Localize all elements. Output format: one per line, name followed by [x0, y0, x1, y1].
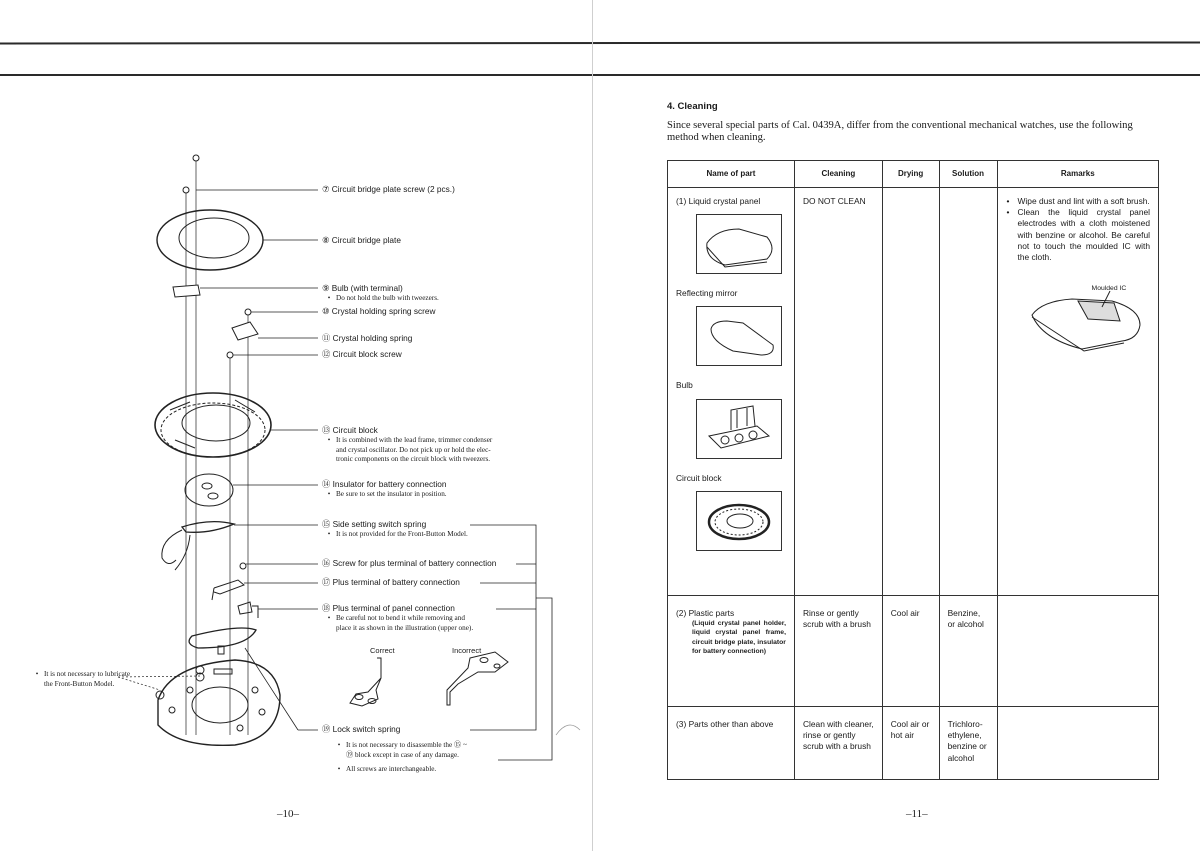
callout-19: ⑲ Lock switch spring	[322, 724, 401, 734]
table-header-row	[668, 161, 1159, 188]
cell-solution	[939, 188, 997, 596]
footnote-disassemble: • It is not necessary to disassemble the ⑮ ~ ⑲ block except in case of any damage.	[337, 741, 467, 759]
cell-drying: Cool air or hot air	[882, 707, 939, 780]
callout-17: ⑰ Plus terminal of battery connection	[322, 577, 460, 587]
remarks-list	[1006, 196, 1150, 263]
cell-part-name: (2) Plastic parts (Liquid crystal panel holder, liquid crystal panel frame, circuit bridge plate, insulator for battery connection)	[668, 596, 795, 707]
callout-9-note: • Do not hold the bulb with tweezers.	[327, 294, 439, 302]
second-rule	[0, 74, 1200, 76]
cell-solution: Trichloro-ethylene, benzine or alcohol	[939, 707, 997, 780]
intro-paragraph: Since several special parts of Cal. 0439A, differ from the conventional mechanical watches, use the following method when cleaning.	[667, 120, 1133, 143]
cell-remarks	[997, 188, 1158, 596]
callout-13: ⑬ Circuit block • It is combined with the lead frame, trimmer condenser and crystal oscillator. Do not pick up or hold the elec- tronic components on the circuit block with tweezers.	[322, 425, 493, 464]
callout-16: ⑯ Screw for plus terminal of battery connection	[322, 558, 497, 568]
correct-terminal-figure	[350, 658, 381, 706]
table-row	[668, 596, 1159, 707]
moulded-ic-figure	[1006, 283, 1150, 363]
callout-15: ⑮ Side setting switch spring • It is not provided for the Front-Button Model.	[322, 519, 468, 538]
label-correct: Correct	[370, 646, 395, 655]
reflecting-mirror-image	[696, 306, 782, 366]
cell-remarks	[997, 596, 1158, 707]
cell-part-name: (1) Liquid crystal panel Reflecting mirror Bulb Circuit block	[668, 188, 795, 596]
callout-18: ⑱ Plus terminal of panel connection • Be careful not to bend it while removing and place it as shown in the illustration (upper one).	[322, 603, 474, 632]
remark-item: • Wipe dust and lint with a soft brush.	[1006, 196, 1150, 207]
callout-18-note: • Be careful not to bend it while removing and place it as shown in the illustration (upper one).	[327, 614, 474, 632]
header-name-of-part: Name of part	[668, 161, 795, 188]
callout-9: ⑨ Bulb (with terminal) • Do not hold the bulb with tweezers.	[322, 283, 439, 302]
section-title: 4. Cleaning	[667, 101, 718, 112]
callout-15-note: • It is not provided for the Front-Button Model.	[327, 530, 468, 538]
cell-cleaning: Clean with cleaner, rinse or gently scrub with a brush	[794, 707, 882, 780]
callout-14: ⑭ Insulator for battery connection • Be sure to set the insulator in position.	[322, 479, 447, 498]
callout-11: ⑪ Crystal holding spring	[322, 333, 413, 343]
header-cleaning: Cleaning	[794, 161, 882, 188]
remark-item: • Clean the liquid crystal panel electrodes with a cloth moistened with benzine or alcohol. Be careful not to touch the moulded IC with the cloth.	[1006, 207, 1150, 263]
cell-cleaning: Rinse or gently scrub with a brush	[794, 596, 882, 707]
table-row	[668, 188, 1159, 596]
cell-remarks	[997, 707, 1158, 780]
cleaning-table	[667, 160, 1159, 780]
label-incorrect: Incorrect	[452, 646, 482, 655]
page-number-right: –11–	[906, 808, 928, 820]
cell-part-name: (3) Parts other than above	[668, 707, 795, 780]
moulded-ic-label: Moulded IC	[1091, 285, 1127, 293]
callout-7: ⑦ Circuit bridge plate screw (2 pcs.)	[322, 184, 455, 194]
callout-8: ⑧ Circuit bridge plate	[322, 235, 401, 245]
header-solution: Solution	[939, 161, 997, 188]
top-rule	[0, 41, 1200, 44]
lcd-panel-image	[696, 214, 782, 274]
cell-drying	[882, 188, 939, 596]
lubricate-note: • It is not necessary to lubricate the Front-Button Model.	[35, 670, 131, 688]
callout-14-note: • Be sure to set the insulator in position.	[327, 490, 447, 498]
cell-solution: Benzine, or alcohol	[939, 596, 997, 707]
page-number-left: –10–	[277, 808, 299, 820]
footnote-screws: • All screws are interchangeable.	[337, 765, 437, 773]
cell-cleaning: DO NOT CLEAN	[794, 188, 882, 596]
callout-12: ⑫ Circuit block screw	[322, 349, 402, 359]
circuit-block-image	[696, 491, 782, 551]
header-drying: Drying	[882, 161, 939, 188]
cell-drying: Cool air	[882, 596, 939, 707]
incorrect-terminal-figure	[447, 652, 508, 705]
callout-10: ⑩ Crystal holding spring screw	[322, 306, 436, 316]
table-row	[668, 707, 1159, 780]
header-remarks: Ramarks	[997, 161, 1158, 188]
callout-13-note: • It is combined with the lead frame, trimmer condenser and crystal oscillator. Do not pick up or hold the elec- tronic components on the circuit block with tweezers.	[327, 436, 493, 464]
bulb-image	[696, 399, 782, 459]
